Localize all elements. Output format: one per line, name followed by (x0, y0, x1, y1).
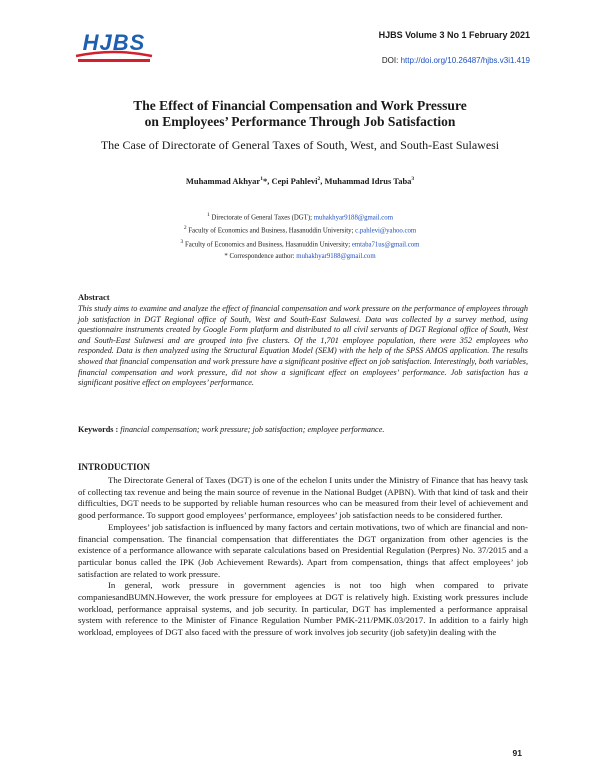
doi-label: DOI: (381, 56, 399, 65)
author-3: Muhammad Idrus Taba (324, 176, 412, 186)
affiliation-3 (0, 237, 600, 250)
paper-title (0, 98, 600, 130)
logo-text: HJBS (82, 30, 146, 55)
author-2: Cepi Pahlevi (271, 176, 318, 186)
author-1: Muhammad Akhyar (185, 176, 261, 186)
author-1-affil: 1 (260, 176, 263, 183)
logo-underline (78, 59, 150, 62)
section-body (78, 475, 528, 639)
author-2-affil: 2 (317, 176, 321, 183)
affiliation-number: 1 (206, 212, 210, 218)
correspondence-label: * Correspondence author: (224, 253, 297, 260)
keywords (78, 425, 528, 434)
author-3-affil: 3 (411, 176, 415, 183)
section-heading: INTRODUCTION (78, 462, 151, 472)
affiliation-text: Directorate of General Taxes (DGT); (211, 214, 314, 222)
paragraph: In general, work pressure in government agencies is not too high when compared to private companiesandBUMN.However, the work pressure for employees at DGT is relatively high. Existing work pressures include workload, performance appraisal systems, and job security. In particular, DGT has implemented a performance appraisal system with reference to the Minister of Finance Regulation Number PMK-211/PMK.03/2017. In addition to a fairly high workload, employees of DGT also faced with the pressure of work involves job security (job safety)in dealing with the (78, 580, 528, 638)
paragraph: The Directorate General of Taxes (DGT) is one of the echelon I units under the Ministry of Finance that has heavy task of collecting tax revenue and being the main source of revenue in the National Budget (APBN). With that kind of task and their difficulties, DGT needs to be supported by reliable human resources who can be measured from their level of achievement and good performance. To support good employees’ performance, employees’ job satisfaction needs to be considered further. (78, 475, 528, 521)
journal-volume: HJBS Volume 3 No 1 February 2021 (378, 30, 530, 40)
affiliation-text: Faculty of Economics and Business, Hasanuddin University; (188, 227, 356, 235)
affiliation-1 (0, 210, 600, 223)
affiliation-2 (0, 223, 600, 236)
author-separator: , (267, 176, 272, 186)
paper-subtitle: The Case of Directorate of General Taxes of South, West, and South-East Sulawesi (100, 138, 500, 152)
journal-logo (74, 26, 154, 66)
abstract-heading: Abstract (78, 292, 110, 302)
keywords-text: financial compensation; work pressure; job satisfaction; employee performance. (120, 425, 385, 434)
affiliations (0, 210, 600, 250)
doi-line (382, 56, 530, 65)
affiliation-email[interactable]: c.pahlevi@yahoo.com (355, 227, 417, 235)
page-number: 91 (512, 748, 522, 758)
affiliation-email[interactable]: muhakhyar9188@gmail.com (313, 214, 393, 222)
affiliation-email[interactable]: emtaba71us@gmail.com (351, 240, 420, 248)
correspondence-email[interactable]: muhakhyar9188@gmail.com (296, 253, 376, 260)
author-list (0, 176, 600, 186)
affiliation-number: 2 (183, 225, 187, 232)
paragraph: Employees’ job satisfaction is influenced by many factors and certain motivations, two of which are financial and non-financial compensation. The financial compensation that differentiates the DGT organization from other agencies is the existence of a performance allowance with separate calculations based on Presidential Regulation (Perpres) No. 37/2015 and a particular bonus called the IPK (Job Achievement Rewards). Apart from compensation, things that affect employees’ job satisfaction are related to work pressure. (78, 521, 528, 579)
title-line-1: The Effect of Financial Compensation and Work Pressure (133, 98, 467, 113)
author-1-corresponding: * (262, 176, 268, 186)
keywords-label: Keywords : (78, 425, 121, 434)
correspondence (0, 253, 600, 260)
author-separator: , (320, 176, 325, 186)
doi-link[interactable]: http://doi.org/10.26487/hjbs.v3i1.419 (400, 56, 530, 65)
affiliation-text: Faculty of Economics and Business, Hasanuddin University; (184, 240, 352, 248)
affiliation-number: 3 (180, 238, 184, 245)
abstract-text: This study aims to examine and analyze the effect of financial compensation and work pressure on the performance of employees through job satisfaction in DGT Regional office of South, West and South-East Sulawesi. Data was collected by a survey method, using questionnaire instruments created by Google Form platform and distributed to all civil servants of DGT Regional office of South, West and South-East Sulawesi and are grouped into five clusters. Of the 1,701 employee population, there were 352 employees who responded. Data is then analyzed using the Structural Equation Model (SEM) with the help of the SPSS AMOS application. The results showed that financial compensation and work pressure have a significant positive effect on job satisfaction. Interestingly, both variables, financial compensation and work pressure, did not show a significant effect on employees’ performance. Job satisfaction has a significant positive effect on employees’ performance. (78, 304, 528, 388)
title-line-2: on Employees’ Performance Through Job Satisfaction (144, 114, 456, 129)
